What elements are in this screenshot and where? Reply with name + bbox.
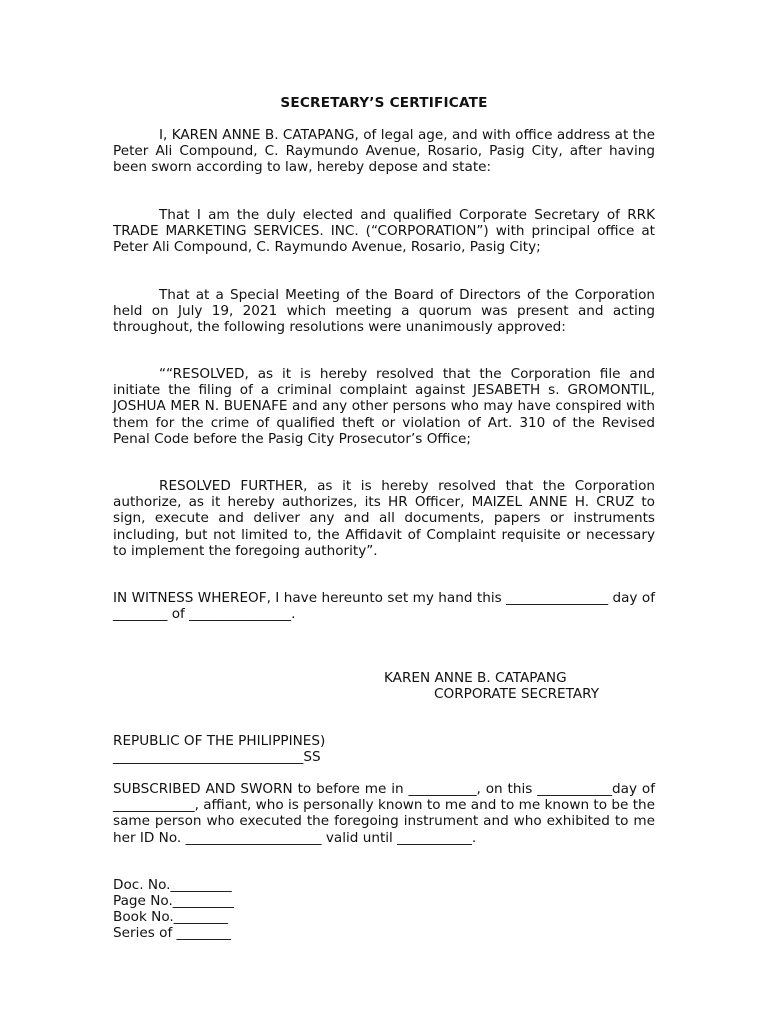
paragraph-resolution-2: RESOLVED FURTHER, as it is hereby resolved that the Corporation authorize, as it hereby authorizes, its HR Officer, MAIZEL ANNE H. CRUZ to sign, execute and deliver any and all documents, papers or instruments including, but not limited to, the Affidavit of Complaint requisite or necessary to implement the foregoing authority”. <box>113 478 655 559</box>
paragraph-witness-whereof: IN WITNESS WHEREOF, I have hereunto set my hand this _______________ day of ________ of _______________. <box>113 590 655 623</box>
venue-line-republic: REPUBLIC OF THE PHILIPPINES) <box>113 733 326 749</box>
paragraph-affiant-intro: I, KAREN ANNE B. CATAPANG, of legal age, and with office address at the Peter Ali Compound, C. Raymundo Avenue, Rosario, Pasig City, after having been sworn according to law, hereby depose and state: <box>113 127 655 176</box>
book-no-line: Book No.________ <box>113 909 229 925</box>
series-of-line: Series of ________ <box>113 925 231 941</box>
signatory-name: KAREN ANNE B. CATAPANG <box>384 670 567 686</box>
paragraph-special-meeting: That at a Special Meeting of the Board of Directors of the Corporation held on July 19, 2021 which meeting a quorum was present and acting throughout, the following resolutions were unanimously approved: <box>113 287 655 336</box>
paragraph-resolution-1: ““RESOLVED, as it is hereby resolved that the Corporation file and initiate the filing of a criminal complaint against JESABETH s. GROMONTIL, JOSHUA MER N. BUENAFE and any other persons who may have conspired with them for the crime of qualified theft or violation of Art. 310 of the Revised Penal Code before the Pasig City Prosecutor’s Office; <box>113 366 655 447</box>
page-no-line: Page No._________ <box>113 893 234 909</box>
document-title: SECRETARY’S CERTIFICATE <box>280 95 488 111</box>
doc-no-line: Doc. No._________ <box>113 877 232 893</box>
paragraph-jurat: SUBSCRIBED AND SWORN to before me in __________, on this ___________day of ____________, affiant, who is personally known to me and to me known to be the same person who executed the foregoing instrument and who exhibited to me her ID No. ____________________ valid until ___________. <box>113 781 655 846</box>
signatory-title: CORPORATE SECRETARY <box>434 686 600 702</box>
paragraph-corporate-secretary: That I am the duly elected and qualified Corporate Secretary of RRK TRADE MARKETING SERVICES. INC. (“CORPORATION”) with principal office at Peter Ali Compound, C. Raymundo Avenue, Rosario, Pasig City; <box>113 207 655 256</box>
venue-line-ss: ____________________________SS <box>113 749 321 765</box>
